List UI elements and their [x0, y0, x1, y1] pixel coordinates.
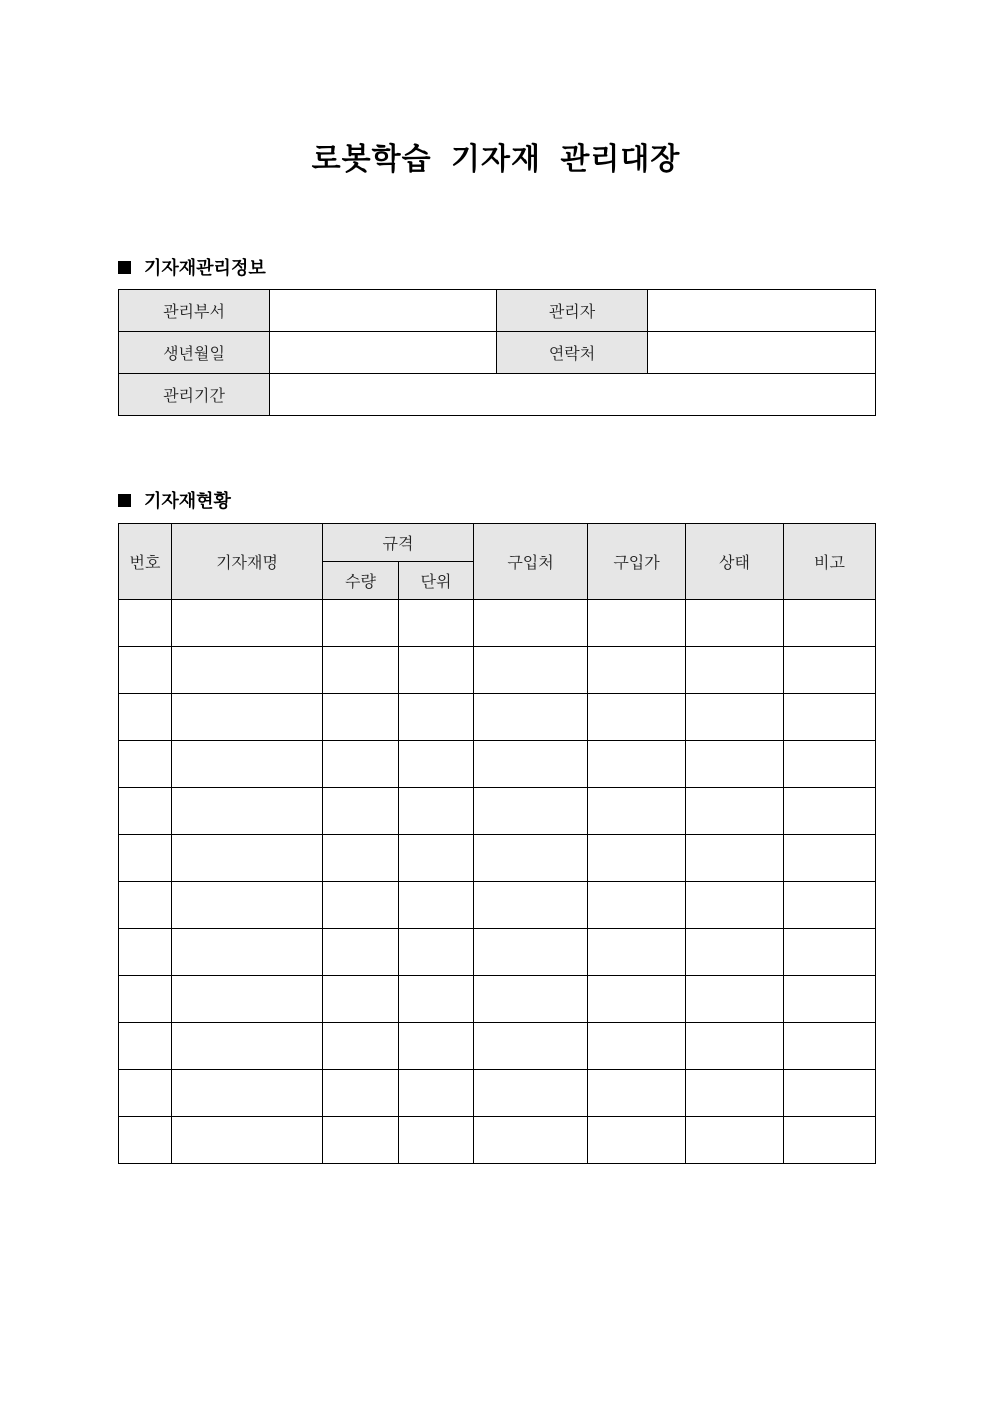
cell-name[interactable]	[172, 835, 323, 882]
cell-vendor[interactable]	[474, 1117, 588, 1164]
cell-name[interactable]	[172, 882, 323, 929]
label-department: 관리부서	[119, 290, 270, 332]
cell-status[interactable]	[686, 1070, 784, 1117]
cell-number[interactable]	[119, 929, 172, 976]
cell-vendor[interactable]	[474, 1023, 588, 1070]
cell-price[interactable]	[588, 1023, 686, 1070]
cell-note[interactable]	[784, 882, 876, 929]
cell-status[interactable]	[686, 976, 784, 1023]
cell-number[interactable]	[119, 1117, 172, 1164]
cell-note[interactable]	[784, 788, 876, 835]
section-heading-stock	[118, 487, 231, 513]
cell-number[interactable]	[119, 976, 172, 1023]
cell-unit[interactable]	[399, 694, 474, 741]
cell-name[interactable]	[172, 600, 323, 647]
info-table	[118, 289, 876, 416]
value-department[interactable]	[270, 290, 497, 332]
cell-name[interactable]	[172, 1023, 323, 1070]
cell-number[interactable]	[119, 788, 172, 835]
page-title: 로봇학습 기자재 관리대장	[311, 142, 681, 177]
header-vendor: 구입처	[474, 524, 588, 600]
cell-quantity[interactable]	[323, 1023, 399, 1070]
cell-status[interactable]	[686, 882, 784, 929]
cell-status[interactable]	[686, 1023, 784, 1070]
cell-vendor[interactable]	[474, 788, 588, 835]
label-contact: 연락처	[497, 332, 648, 374]
header-note: 비고	[784, 524, 876, 600]
header-name: 기자재명	[172, 524, 323, 600]
cell-unit[interactable]	[399, 1117, 474, 1164]
value-birth-date[interactable]	[270, 332, 497, 374]
cell-status[interactable]	[686, 835, 784, 882]
cell-number[interactable]	[119, 694, 172, 741]
cell-number[interactable]	[119, 882, 172, 929]
header-unit: 단위	[399, 562, 474, 600]
cell-note[interactable]	[784, 976, 876, 1023]
cell-unit[interactable]	[399, 929, 474, 976]
info-row	[119, 332, 876, 374]
info-row	[119, 290, 876, 332]
cell-quantity[interactable]	[323, 882, 399, 929]
cell-vendor[interactable]	[474, 694, 588, 741]
info-row	[119, 374, 876, 416]
cell-name[interactable]	[172, 694, 323, 741]
cell-name[interactable]	[172, 647, 323, 694]
label-birth-date: 생년월일	[119, 332, 270, 374]
cell-unit[interactable]	[399, 976, 474, 1023]
section-heading-label: 기자재관리정보	[144, 258, 266, 279]
cell-vendor[interactable]	[474, 976, 588, 1023]
cell-note[interactable]	[784, 1023, 876, 1070]
cell-name[interactable]	[172, 929, 323, 976]
table-row	[119, 1023, 876, 1070]
cell-number[interactable]	[119, 647, 172, 694]
cell-price[interactable]	[588, 788, 686, 835]
cell-price[interactable]	[588, 1070, 686, 1117]
cell-status[interactable]	[686, 741, 784, 788]
cell-note[interactable]	[784, 1070, 876, 1117]
cell-unit[interactable]	[399, 1070, 474, 1117]
cell-note[interactable]	[784, 647, 876, 694]
table-row	[119, 1070, 876, 1117]
cell-unit[interactable]	[399, 741, 474, 788]
cell-unit[interactable]	[399, 882, 474, 929]
stock-table	[118, 523, 876, 1164]
cell-vendor[interactable]	[474, 647, 588, 694]
cell-status[interactable]	[686, 647, 784, 694]
section-heading-info	[118, 254, 266, 280]
cell-quantity[interactable]	[323, 600, 399, 647]
cell-number[interactable]	[119, 1070, 172, 1117]
cell-quantity[interactable]	[323, 929, 399, 976]
cell-unit[interactable]	[399, 647, 474, 694]
cell-name[interactable]	[172, 1070, 323, 1117]
cell-vendor[interactable]	[474, 929, 588, 976]
table-row	[119, 647, 876, 694]
cell-price[interactable]	[588, 647, 686, 694]
table-row	[119, 882, 876, 929]
cell-unit[interactable]	[399, 788, 474, 835]
square-bullet-icon	[118, 261, 131, 274]
cell-vendor[interactable]	[474, 882, 588, 929]
cell-vendor[interactable]	[474, 1070, 588, 1117]
header-row	[119, 524, 876, 562]
cell-price[interactable]	[588, 741, 686, 788]
cell-price[interactable]	[588, 835, 686, 882]
table-row	[119, 694, 876, 741]
cell-status[interactable]	[686, 694, 784, 741]
cell-name[interactable]	[172, 976, 323, 1023]
table-row	[119, 788, 876, 835]
header-status: 상태	[686, 524, 784, 600]
cell-price[interactable]	[588, 694, 686, 741]
cell-quantity[interactable]	[323, 1070, 399, 1117]
cell-note[interactable]	[784, 741, 876, 788]
label-period: 관리기간	[119, 374, 270, 416]
value-manager[interactable]	[648, 290, 876, 332]
cell-name[interactable]	[172, 788, 323, 835]
table-row	[119, 929, 876, 976]
cell-note[interactable]	[784, 694, 876, 741]
cell-status[interactable]	[686, 929, 784, 976]
cell-quantity[interactable]	[323, 694, 399, 741]
cell-name[interactable]	[172, 741, 323, 788]
cell-vendor[interactable]	[474, 835, 588, 882]
cell-price[interactable]	[588, 1117, 686, 1164]
cell-quantity[interactable]	[323, 1117, 399, 1164]
table-row	[119, 741, 876, 788]
cell-unit[interactable]	[399, 600, 474, 647]
cell-note[interactable]	[784, 929, 876, 976]
cell-number[interactable]	[119, 600, 172, 647]
cell-unit[interactable]	[399, 835, 474, 882]
cell-name[interactable]	[172, 1117, 323, 1164]
cell-price[interactable]	[588, 882, 686, 929]
cell-quantity[interactable]	[323, 976, 399, 1023]
cell-price[interactable]	[588, 600, 686, 647]
cell-price[interactable]	[588, 976, 686, 1023]
cell-number[interactable]	[119, 1023, 172, 1070]
table-row	[119, 1117, 876, 1164]
cell-number[interactable]	[119, 741, 172, 788]
header-quantity: 수량	[323, 562, 399, 600]
cell-unit[interactable]	[399, 1023, 474, 1070]
header-number: 번호	[119, 524, 172, 600]
table-row	[119, 600, 876, 647]
cell-quantity[interactable]	[323, 741, 399, 788]
cell-vendor[interactable]	[474, 600, 588, 647]
value-contact[interactable]	[648, 332, 876, 374]
cell-note[interactable]	[784, 835, 876, 882]
table-row	[119, 976, 876, 1023]
stock-table-body	[119, 600, 876, 1164]
cell-status[interactable]	[686, 1117, 784, 1164]
cell-quantity[interactable]	[323, 788, 399, 835]
section-heading-label: 기자재현황	[144, 491, 231, 512]
cell-note[interactable]	[784, 1117, 876, 1164]
header-price: 구입가	[588, 524, 686, 600]
cell-number[interactable]	[119, 835, 172, 882]
cell-quantity[interactable]	[323, 835, 399, 882]
cell-note[interactable]	[784, 600, 876, 647]
square-bullet-icon	[118, 494, 131, 507]
cell-status[interactable]	[686, 788, 784, 835]
cell-vendor[interactable]	[474, 741, 588, 788]
cell-price[interactable]	[588, 929, 686, 976]
table-row	[119, 835, 876, 882]
header-spec: 규격	[323, 524, 474, 562]
value-period[interactable]	[270, 374, 876, 416]
cell-quantity[interactable]	[323, 647, 399, 694]
cell-status[interactable]	[686, 600, 784, 647]
label-manager: 관리자	[497, 290, 648, 332]
